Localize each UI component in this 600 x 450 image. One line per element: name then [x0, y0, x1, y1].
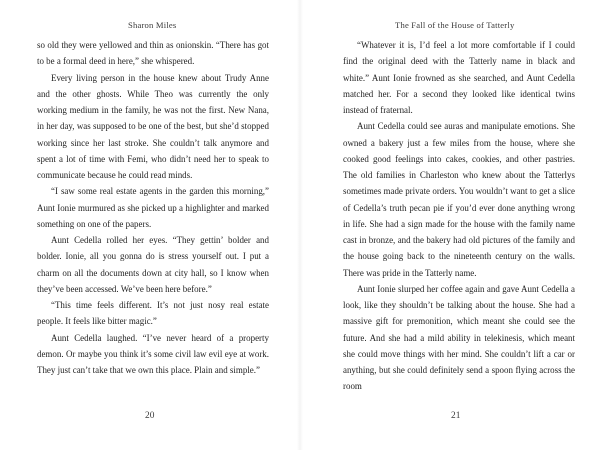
paragraph: so old they were yellowed and thin as onionskin. “There has got to be a formal deed in here,” she whispered.	[37, 40, 269, 67]
paragraph: Aunt Cedella laughed. “I’ve never heard of a property demon. Or maybe you think it’s some civil law evil eye at work. They just can’t take that we own this place. Plain and simple.”	[37, 332, 269, 375]
left-page-body	[37, 37, 269, 378]
running-head-title: The Fall of the House of Tatterly	[395, 20, 515, 30]
paragraph: Aunt Cedella could see auras and manipulate emotions. She owned a bakery just a few miles from the house, where she cooked good feelings into cakes, cookies, and other pastries. The old families in Charleston who knew about the Tatterlys sometimes made private orders. You wouldn’t want to get a slice of Cedella’s truth pecan pie if you’d ever done anything wrong in life. She had a sign made for the house with the family name cast in bronze, and the bakery had old pictures of the family and the house going back to the nineteenth century on the walls. There was pride in the Tatterly name.	[343, 121, 575, 278]
paragraph: “Whatever it is, I’d feel a lot more comfortable if I could find the original deed with the Tatterly name in black and white.” Aunt Ionie frowned as she searched, and Aunt Cedella matched her. For a second they looked like identical twins instead of fraternal.	[343, 40, 575, 115]
paragraph: Aunt Cedella rolled her eyes. “They gettin’ bolder and bolder. Ionie, all you gonna do is stress yourself out. I put a charm on all the documents down at city hall, so I know when they’ve been accessed. We’ve been here before.”	[37, 235, 269, 294]
paragraph: Every living person in the house knew about Trudy Anne and the other ghosts. While Theo was currently the only working medium in the family, he was not the first. New Nana, in her day, was supposed to be one of the best, but she’d stopped working since her last stroke. She couldn’t talk anymore and spent a lot of time with Femi, who didn’t need her to speak to communicate because he could read minds.	[37, 72, 269, 180]
right-page-body	[343, 37, 575, 395]
right-page	[300, 0, 600, 450]
page-number: 21	[451, 411, 461, 421]
running-head-author: Sharon Miles	[128, 20, 177, 30]
paragraph: Aunt Ionie slurped her coffee again and gave Aunt Cedella a look, like they shouldn’t be talking about the house. She had a massive gift for premonition, which meant she could see the future. And she had a mild ability in telekinesis, which meant she could move things with her mind. She couldn’t lift a car or anything, but she could definitely send a spoon flying across the room	[343, 283, 575, 392]
paragraph: “I saw some real estate agents in the garden this morning,” Aunt Ionie murmured as she picked up a highlighter and marked something on one of the papers.	[37, 186, 269, 229]
page-number: 20	[145, 411, 155, 421]
paragraph: “This time feels different. It’s not just nosy real estate people. It feels like bitter magic.”	[37, 300, 269, 327]
